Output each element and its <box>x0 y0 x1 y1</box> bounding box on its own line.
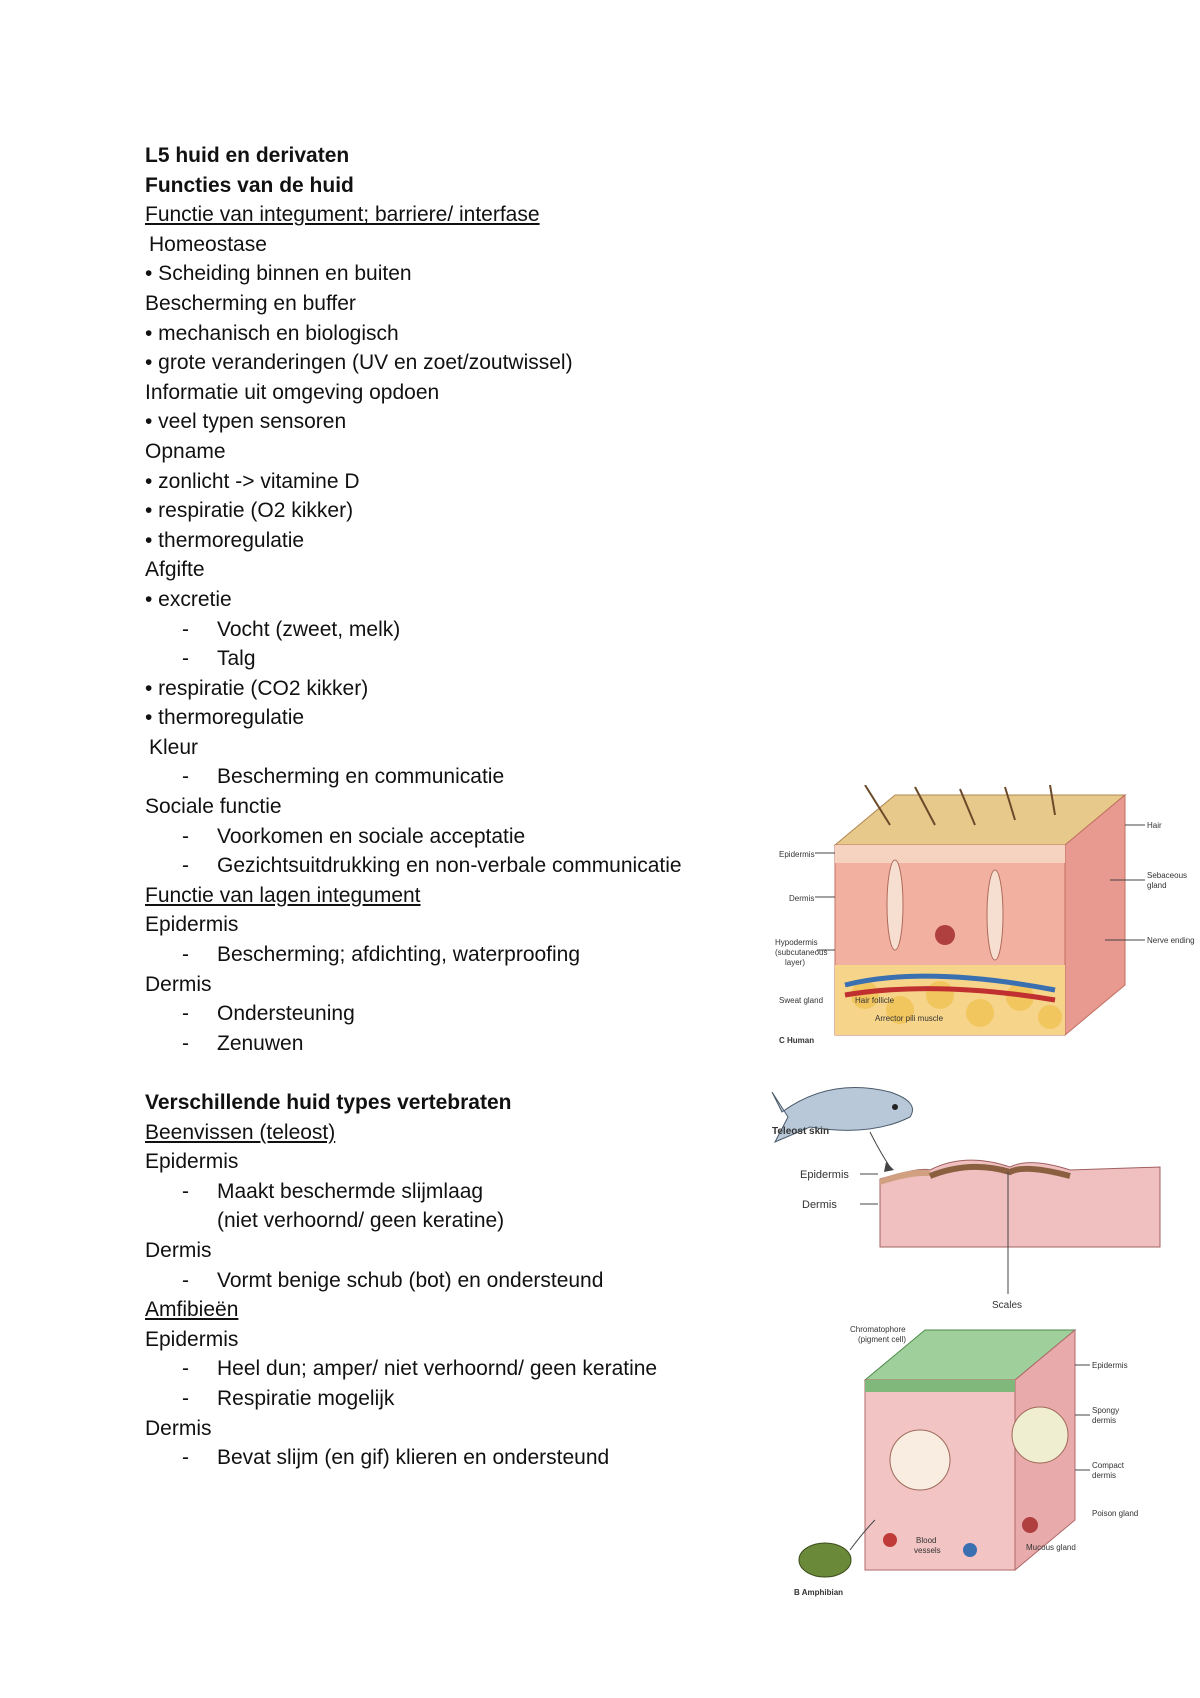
text-line: Beenvissen (teleost) <box>145 1120 336 1144</box>
label-amph-epidermis: Epidermis <box>1092 1361 1128 1370</box>
text-line: Functie van integument; barriere/ interfase <box>145 203 540 227</box>
amphibian-skin-illustration <box>790 1320 1190 1600</box>
text-line: • Scheiding binnen en buiten <box>145 262 412 286</box>
text-line: L5 huid en derivaten <box>145 144 350 167</box>
text-line: (niet verhoornd/ geen keratine) <box>217 1209 505 1233</box>
text-line: Epidermis <box>145 1150 239 1174</box>
text-line: Verschillende huid types vertebraten <box>145 1091 512 1114</box>
text-line: • zonlicht -> vitamine D <box>145 469 360 493</box>
text-line: Opname <box>145 439 226 463</box>
text-line: - Heel dun; amper/ niet verhoornd/ geen keratine <box>145 1354 745 1384</box>
text-line: • excretie <box>145 587 232 611</box>
label-poison-gland: Poison gland <box>1092 1509 1139 1518</box>
text-line: • respiratie (CO2 kikker) <box>145 676 369 700</box>
text-line: - Maakt beschermde slijmlaag <box>145 1177 745 1207</box>
text-line: Functies van de huid <box>145 173 354 197</box>
label-sweat-gland: Sweat gland <box>779 996 824 1005</box>
text-line: Functie van lagen integument <box>145 883 421 907</box>
human-skin-figure <box>775 785 1195 1055</box>
text-line: • thermoregulatie <box>145 528 305 552</box>
label-hair-follicle: Hair follicle <box>855 996 895 1005</box>
label-epidermis: Epidermis <box>779 850 815 859</box>
label-dermis: Dermis <box>789 894 815 903</box>
label-sebaceous-1: Sebaceous <box>1147 871 1188 880</box>
label-fish-epidermis: Epidermis <box>800 1169 849 1181</box>
text-line: - Bescherming; afdichting, waterproofing <box>145 940 745 970</box>
label-hypodermis-3: layer) <box>785 958 806 967</box>
label-spongy-1: Spongy <box>1092 1406 1120 1415</box>
label-hypodermis-1: Hypodermis <box>775 938 818 947</box>
text-line: Afgifte <box>145 558 205 582</box>
text-line: - Bescherming en communicatie <box>145 762 745 792</box>
text-line: Informatie uit omgeving opdoen <box>145 380 440 404</box>
label-blood-2: vessels <box>914 1546 941 1555</box>
teleost-skin-figure <box>770 1072 1170 1312</box>
text-line: Dermis <box>145 972 212 996</box>
text-line: Sociale functie <box>145 795 282 819</box>
text-line: • veel typen sensoren <box>145 410 347 434</box>
text-line: - Ondersteuning <box>145 999 745 1029</box>
label-blood-1: Blood <box>916 1536 937 1545</box>
label-scales: Scales <box>992 1300 1023 1311</box>
text-line: - Gezichtsuitdrukking en non-verbale communicatie <box>145 851 745 881</box>
text-line: - Respiratie mogelijk <box>145 1384 745 1414</box>
text-line: Dermis <box>145 1416 212 1440</box>
text-line: • respiratie (O2 kikker) <box>145 499 354 523</box>
human-skin-illustration <box>775 785 1195 1055</box>
label-chromatophore-2: (pigment cell) <box>858 1335 907 1344</box>
text-line: • thermoregulatie <box>145 706 305 730</box>
text-line: • grote veranderingen (UV en zoet/zoutwissel) <box>145 351 573 375</box>
blank-line <box>145 1058 745 1088</box>
label-mucous-gland: Mucous gland <box>1026 1543 1076 1552</box>
text-line: - Voorkomen en sociale acceptatie <box>145 822 745 852</box>
text-line: - Bevat slijm (en gif) klieren en ondersteund <box>145 1443 745 1473</box>
text-line: Epidermis <box>145 913 239 937</box>
text-line: - Talg <box>145 644 745 674</box>
text-line: Epidermis <box>145 1327 239 1351</box>
text-line: Dermis <box>145 1238 212 1262</box>
text-line: Homeostase <box>149 232 267 256</box>
label-fish-dermis: Dermis <box>802 1199 837 1211</box>
label-sebaceous-2: gland <box>1147 881 1167 890</box>
text-line: - Zenuwen <box>145 1029 745 1059</box>
text-line: Bescherming en buffer <box>145 291 356 315</box>
text-line: Kleur <box>149 735 199 759</box>
text-line: - Vormt benige schub (bot) en ondersteund <box>145 1266 745 1296</box>
label-compact-2: dermis <box>1092 1471 1117 1480</box>
figure-caption-amphibian: B Amphibian <box>794 1588 844 1597</box>
label-arrector: Arrector pili muscle <box>875 1014 944 1023</box>
label-chromatophore-1: Chromatophore <box>850 1325 906 1334</box>
label-hypodermis-2: (subcutaneous <box>775 948 828 957</box>
text-line: Amfibieën <box>145 1298 239 1322</box>
label-hair: Hair <box>1147 821 1162 830</box>
label-compact-1: Compact <box>1092 1461 1125 1470</box>
teleost-skin-illustration <box>770 1072 1170 1312</box>
text-line: • mechanisch en biologisch <box>145 321 399 345</box>
label-nerve-endings: Nerve endings <box>1147 936 1195 945</box>
label-spongy-2: dermis <box>1092 1416 1117 1425</box>
figure-caption-human: C Human <box>779 1036 815 1045</box>
amphibian-skin-figure <box>790 1320 1190 1600</box>
notes-text <box>145 141 745 1473</box>
figure-caption-teleost: Teleost skin <box>772 1126 830 1137</box>
text-line: - Vocht (zweet, melk) <box>145 615 745 645</box>
